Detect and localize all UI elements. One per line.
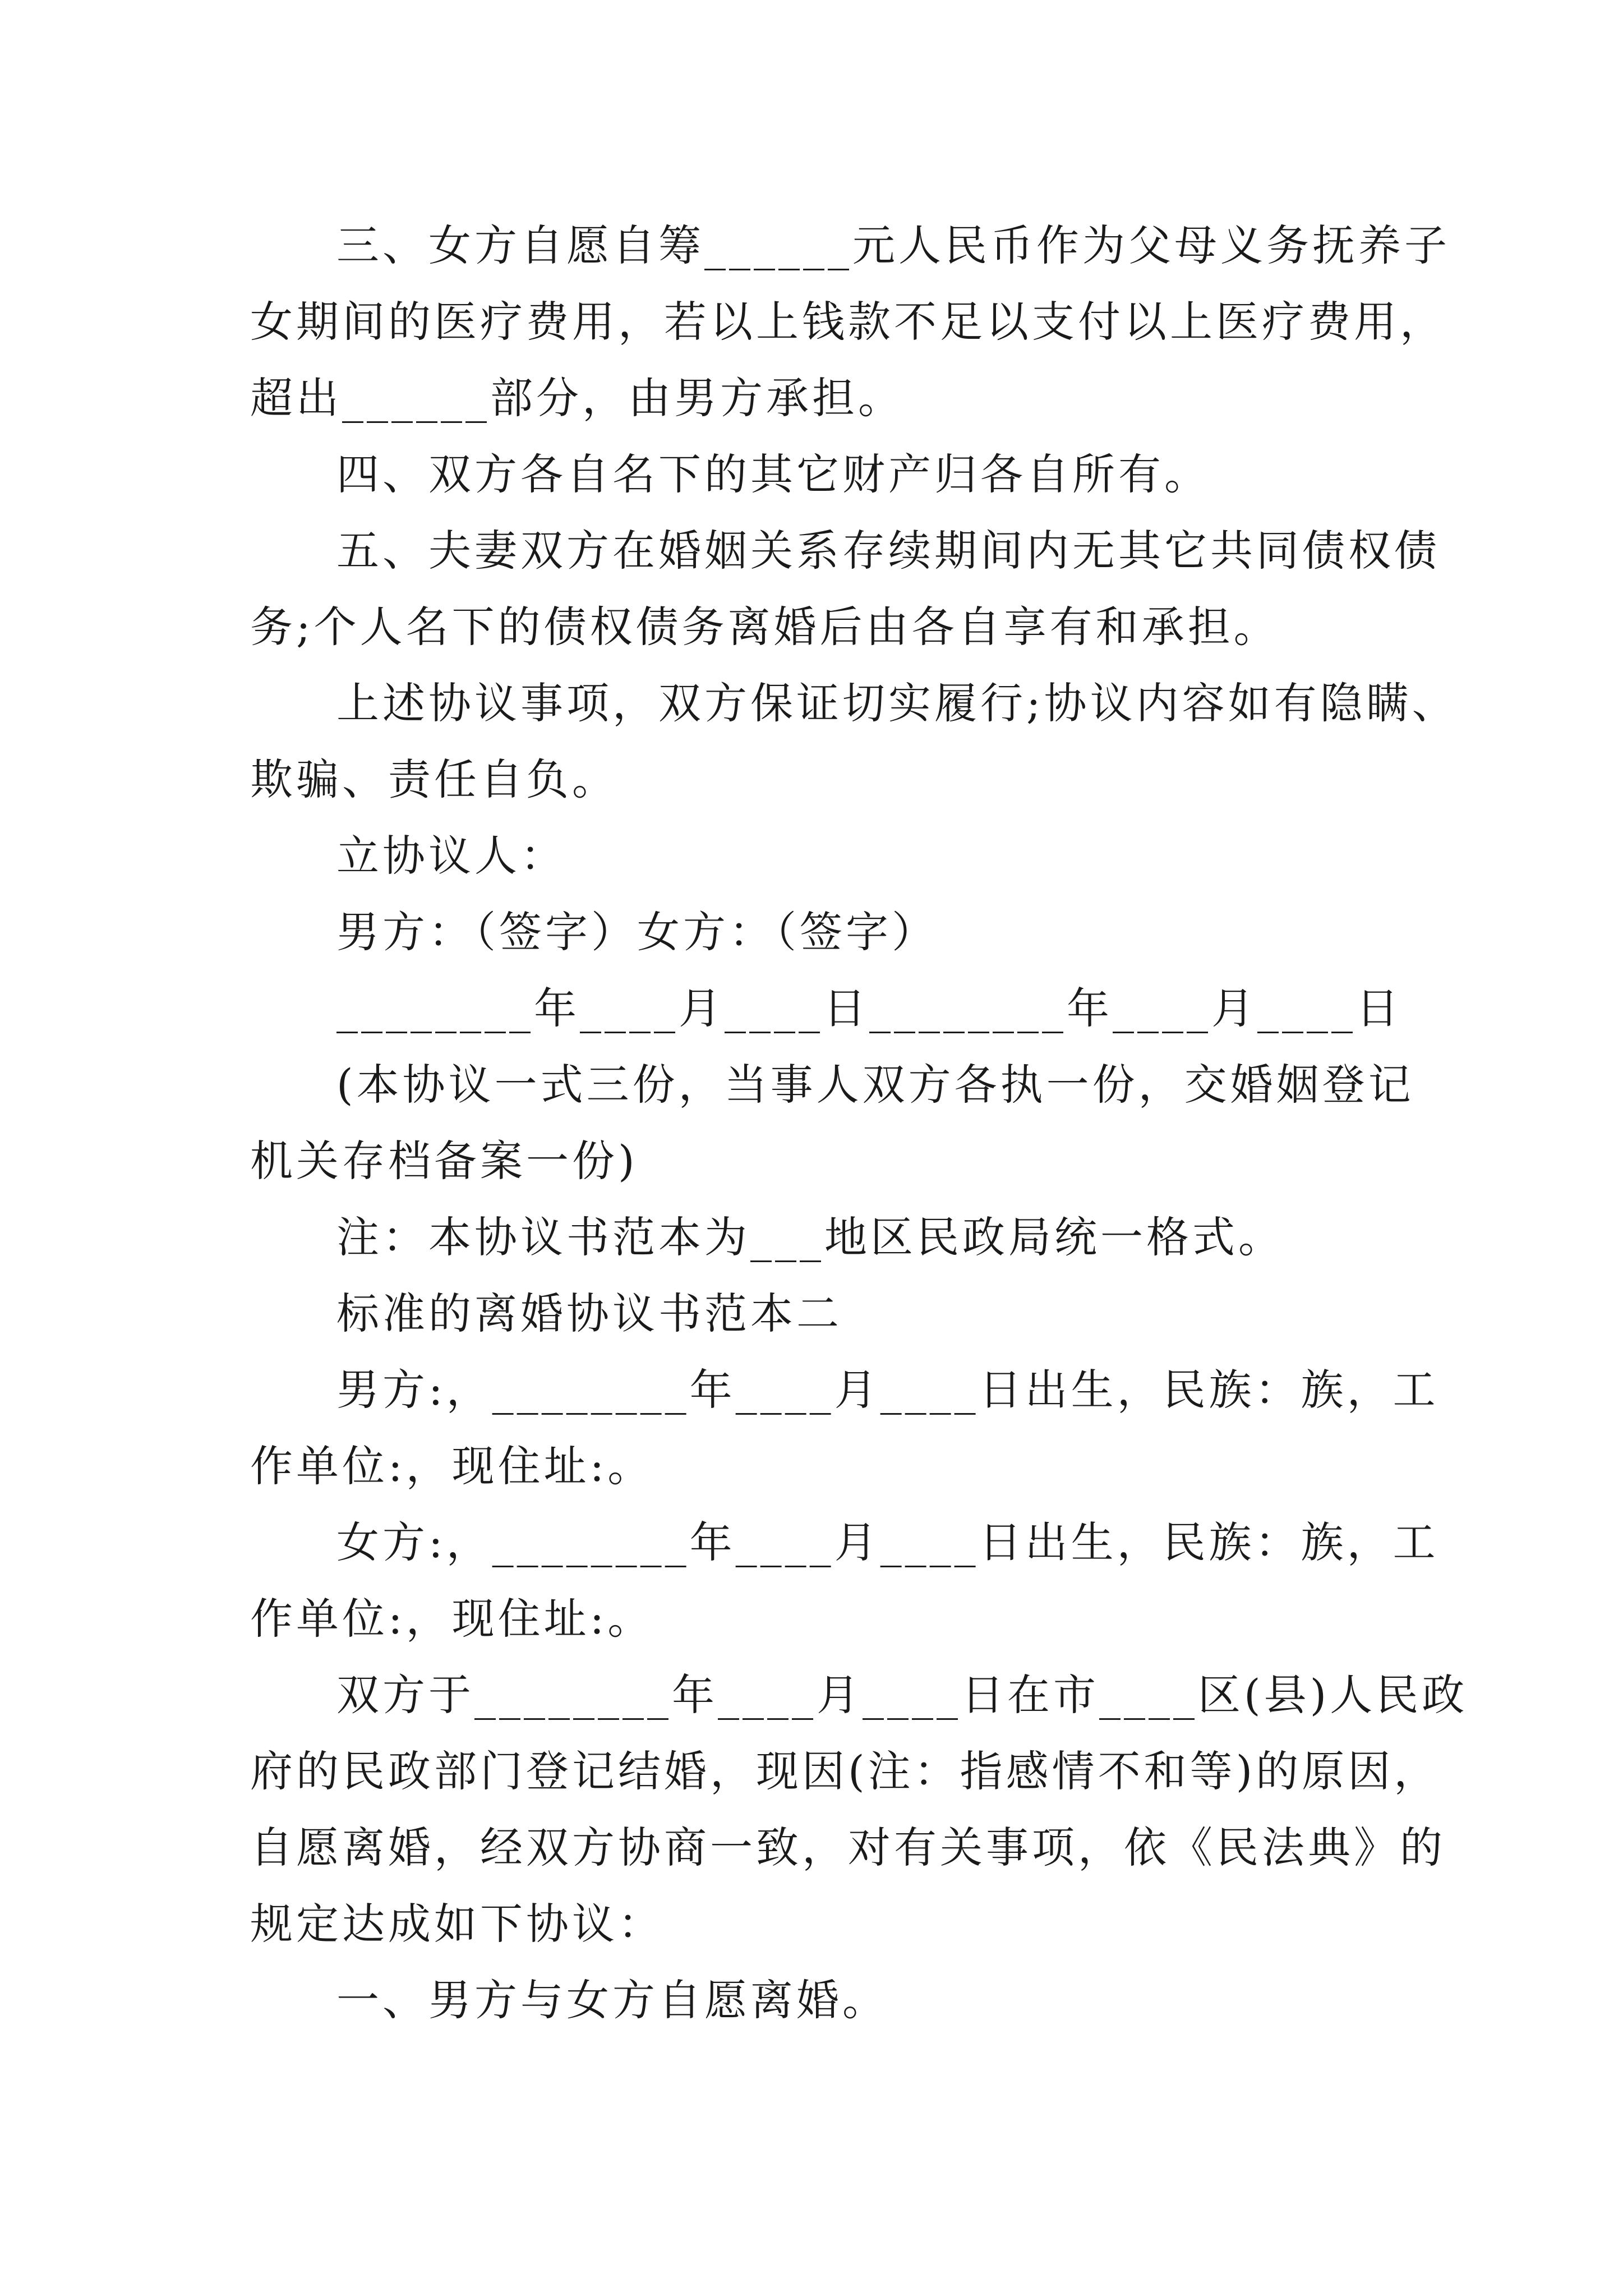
paragraph-line: 欺骗、责任自负。	[250, 754, 618, 804]
paragraph-line: 超出______部分，由男方承担。	[250, 373, 904, 423]
section-heading: 标准的离婚协议书范本二	[336, 1289, 842, 1338]
paragraph-line: 一、男方与女方自愿离婚。	[336, 1975, 888, 2025]
date-line: ________年____月____日________年____月____日	[336, 983, 1402, 1033]
paragraph-line: 女方:，________年____月____日出生，民族：族，工	[336, 1517, 1439, 1567]
paragraph-line: 自愿离婚，经双方协商一致，对有关事项，依《民法典》的	[250, 1823, 1446, 1872]
paragraph-line: (本协议一式三份，当事人双方各执一份，交婚姻登记	[336, 1060, 1414, 1110]
paragraph-line: 五、夫妻双方在婚姻关系存续期间内无其它共同债权债	[336, 526, 1440, 576]
paragraph-line: 作单位:，现住址:。	[250, 1441, 654, 1491]
paragraph-line: 三、女方自愿自筹______元人民币作为父母义务抚养子	[336, 220, 1450, 270]
paragraph-line: 四、双方各自名下的其它财产归各自所有。	[336, 449, 1210, 499]
paragraph-line: 机关存档备案一份)	[250, 1136, 638, 1186]
paragraph-line: 上述协议事项，双方保证切实履行;协议内容如有隐瞒、	[336, 678, 1458, 728]
signature-line: 男方：（签字）女方：（签字）	[336, 907, 938, 957]
paragraph-line: 男方:，________年____月____日出生，民族：族，工	[336, 1365, 1439, 1415]
note-line: 注：本协议书范本为___地区民政局统一格式。	[336, 1212, 1284, 1262]
paragraph-line: 女期间的医疗费用，若以上钱款不足以支付以上医疗费用，	[250, 297, 1446, 347]
paragraph-line: 立协议人：	[336, 831, 566, 881]
paragraph-line: 双方于________年____月____日在市____区(县)人民政	[336, 1670, 1468, 1720]
paragraph-line: 规定达成如下协议：	[250, 1899, 664, 1949]
paragraph-line: 务;个人名下的债权债务离婚后由各自享有和承担。	[250, 602, 1280, 652]
paragraph-line: 作单位:，现住址:。	[250, 1594, 654, 1644]
paragraph-line: 府的民政部门登记结婚，现因(注：指感情不和等)的原因，	[250, 1746, 1440, 1796]
